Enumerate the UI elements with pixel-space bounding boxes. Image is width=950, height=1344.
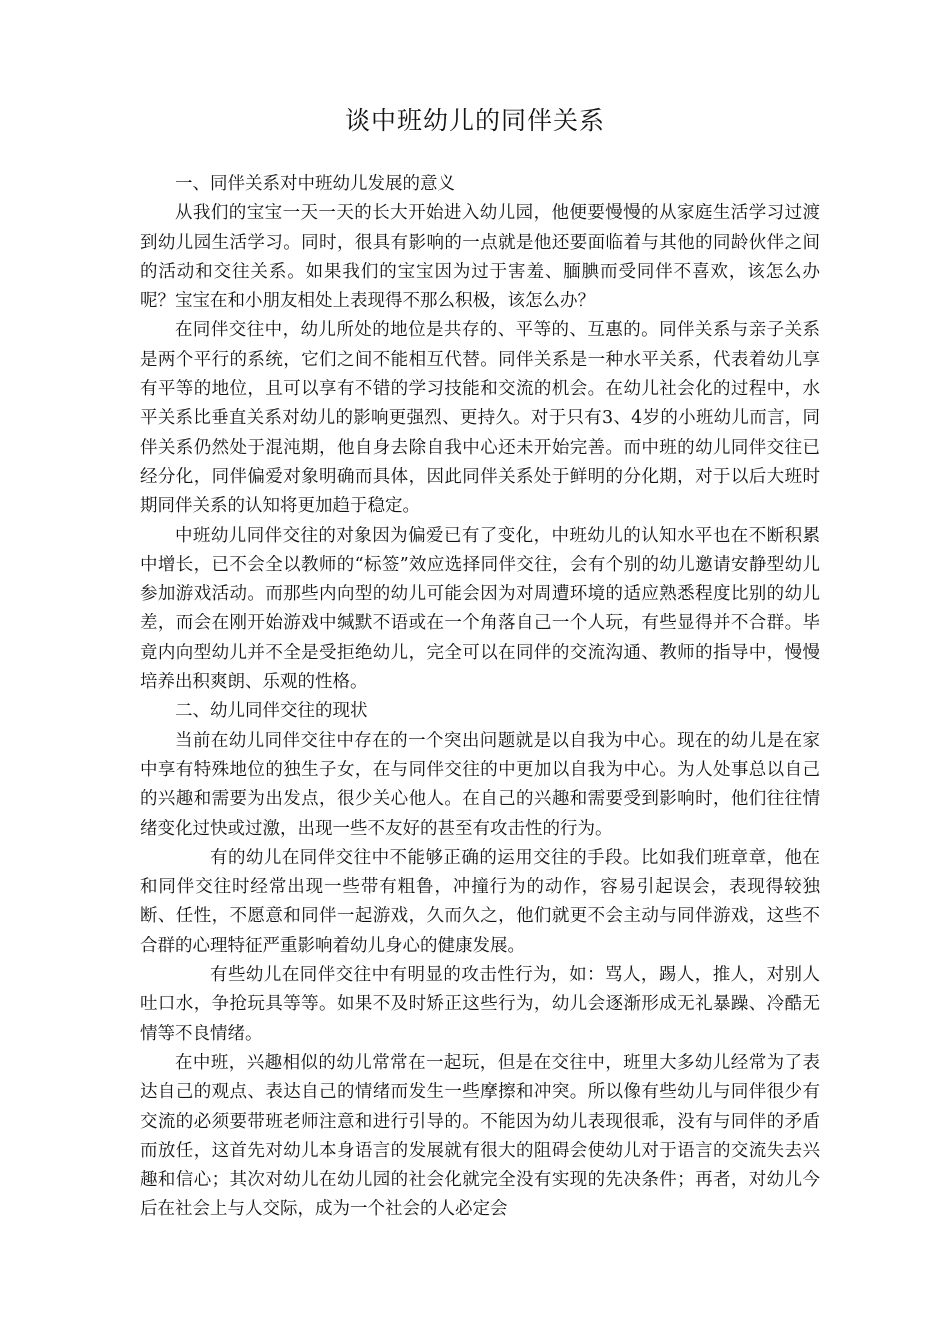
paragraph-2-2: 有的幼儿在同伴交往中不能够正确的运用交往的手段。比如我们班章章，他在和同伴交往时经常出现一些带有粗鲁，冲撞行为的动作，容易引起误会，表现得较独断、任性，不愿意和同伴一起游戏，久而久之，他们就更不会主动与同伴游戏，这些不合群的心理特征严重影响着幼儿身心的健康发展。 <box>140 847 820 956</box>
paragraph-2-1: 当前在幼儿同伴交往中存在的一个突出问题就是以自我为中心。现在的幼儿是在家中享有特殊地位的独生子女，在与同伴交往的中更加以自我为中心。为人处事总以自己的兴趣和需要为出发点，很少关心他人。在自己的兴趣和需要受到影响时，他们往往情绪变化过快或过激，出现一些不友好的甚至有攻击性的行为。 <box>140 730 820 839</box>
section-heading-2: 二、幼儿同伴交往的现状 <box>175 701 368 722</box>
document-body <box>140 170 820 1225</box>
paragraph-1-1: 从我们的宝宝一天一天的长大开始进入幼儿园，他便要慢慢的从家庭生活学习过渡到幼儿园生活学习。同时，很具有影响的一点就是他还要面临着与其他的同龄伙伴之间的活动和交往关系。如果我们的宝宝因为过于害羞、腼腆而受同伴不喜欢，该怎么办呢？宝宝在和小朋友相处上表现得不那么积极，该怎么办？ <box>140 203 820 312</box>
section-heading-1: 一、同伴关系对中班幼儿发展的意义 <box>175 174 455 194</box>
paragraph-2-3: 有些幼儿在同伴交往中有明显的攻击性行为，如：骂人，踢人，推人，对别人吐口水，争抢玩具等等。如果不及时矫正这些行为，幼儿会逐渐形成无礼暴躁、冷酷无情等不良情绪。 <box>140 965 820 1044</box>
paragraph-2-4: 在中班，兴趣相似的幼儿常常在一起玩，但是在交往中，班里大多幼儿经常为了表达自己的观点、表达自己的情绪而发生一些摩擦和冲突。所以像有些幼儿与同伴很少有交流的必须要带班老师注意和进行引导的。不能因为幼儿表现很乖，没有与同伴的矛盾而放任，这首先对幼儿本身语言的发展就有很大的阻碍会使幼儿对于语言的交流失去兴趣和信心；其次对幼儿在幼儿园的社会化就完全没有实现的先决条件；再者，对幼儿今后在社会上与人交际，成为一个社会的人必定会 <box>140 1052 820 1220</box>
paragraph-1-3: 中班幼儿同伴交往的对象因为偏爱已有了变化，中班幼儿的认知水平也在不断积累中增长，已不会全以教师的“标签”效应选择同伴交往，会有个别的幼儿邀请安静型幼儿参加游戏活动。而那些内向型的幼儿可能会因为对周遭环境的适应熟悉程度比别的幼儿差，而会在刚开始游戏中缄默不语或在一个角落自己一个人玩，有些显得并不合群。毕竟内向型幼儿并不全是受拒绝幼儿，完全可以在同伴的交流沟通、教师的指导中，慢慢培养出积爽朗、乐观的性格。 <box>140 525 820 693</box>
document-title: 谈中班幼儿的同伴关系 <box>344 106 605 135</box>
paragraph-1-2: 在同伴交往中，幼儿所处的地位是共存的、平等的、互惠的。同伴关系与亲子关系是两个平行的系统，它们之间不能相互代替。同伴关系是一种水平关系，代表着幼儿享有平等的地位，且可以享有不错的学习技能和交流的机会。在幼儿社会化的过程中，水平关系比垂直关系对幼儿的影响更强烈、更持久。对于只有3、4岁的小班幼儿而言，同伴关系仍然处于混沌期，他自身去除自我中心还未开始完善。而中班的幼儿同伴交往已经分化，同伴偏爱对象明确而具体，因此同伴关系处于鲜明的分化期，对于以后大班时期同伴关系的认知将更加趋于稳定。 <box>140 320 820 517</box>
